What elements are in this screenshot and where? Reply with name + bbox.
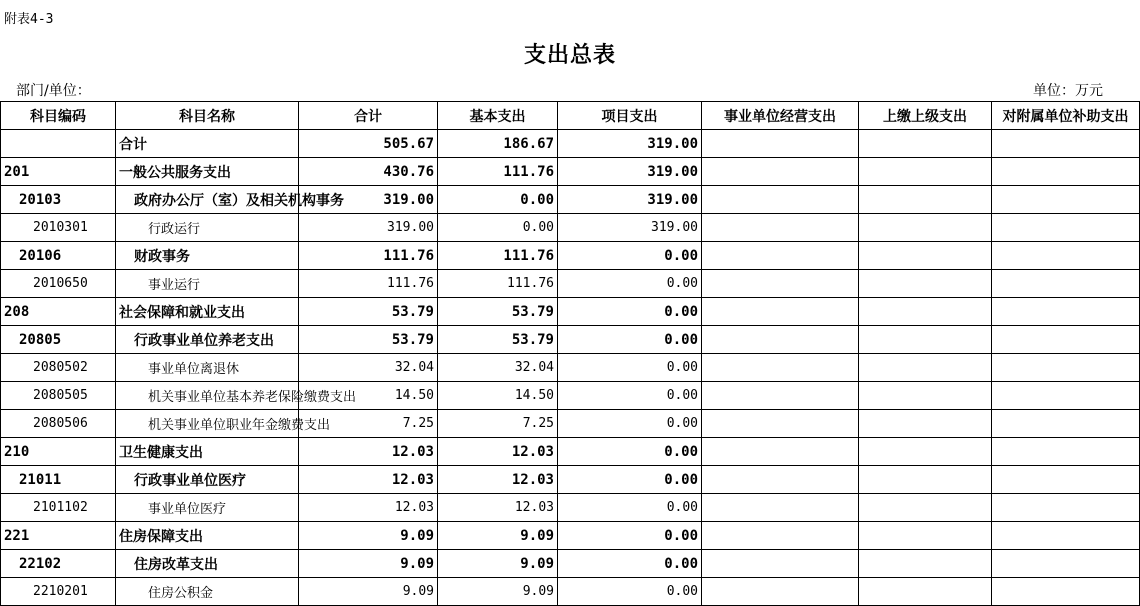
- row-basic: 111.76: [438, 270, 558, 298]
- row-code: 2010301: [1, 214, 116, 242]
- row-remit: [859, 466, 992, 494]
- row-code: 2101102: [1, 494, 116, 522]
- row-code: 2010650: [1, 270, 116, 298]
- row-remit: [859, 578, 992, 606]
- row-code: 22102: [1, 550, 116, 578]
- row-project: 0.00: [558, 578, 702, 606]
- row-code: 2080505: [1, 382, 116, 410]
- row-subsidy: [992, 466, 1140, 494]
- annex-label: 附表4-3: [4, 12, 54, 27]
- row-project: 319.00: [558, 158, 702, 186]
- table-row: [1, 214, 1140, 242]
- table-row: [1, 242, 1140, 270]
- table-row: [1, 578, 1140, 606]
- row-name: 机关事业单位职业年金缴费支出: [116, 410, 299, 438]
- row-project: 0.00: [558, 550, 702, 578]
- row-business: [702, 270, 859, 298]
- row-subsidy: [992, 522, 1140, 550]
- row-code: 2080506: [1, 410, 116, 438]
- row-total: 53.79: [299, 298, 438, 326]
- table-row: [1, 158, 1140, 186]
- row-total: 505.67: [299, 130, 438, 158]
- row-subsidy: [992, 186, 1140, 214]
- row-project: 0.00: [558, 270, 702, 298]
- row-business: [702, 158, 859, 186]
- row-basic: 12.03: [438, 438, 558, 466]
- row-basic: 9.09: [438, 578, 558, 606]
- row-total: 111.76: [299, 242, 438, 270]
- row-business: [702, 578, 859, 606]
- row-business: [702, 438, 859, 466]
- row-subsidy: [992, 326, 1140, 354]
- table-row: [1, 550, 1140, 578]
- row-total: 319.00: [299, 214, 438, 242]
- row-name: 行政事业单位医疗: [116, 466, 299, 494]
- row-subsidy: [992, 354, 1140, 382]
- row-project: 319.00: [558, 186, 702, 214]
- page-title: 支出总表: [523, 42, 616, 68]
- row-total: 111.76: [299, 270, 438, 298]
- row-subsidy: [992, 214, 1140, 242]
- row-basic: 186.67: [438, 130, 558, 158]
- table-row: [1, 186, 1140, 214]
- row-business: [702, 214, 859, 242]
- row-project: 0.00: [558, 326, 702, 354]
- row-remit: [859, 270, 992, 298]
- row-code: 20106: [1, 242, 116, 270]
- header-total: 合计: [299, 102, 438, 130]
- row-project: 0.00: [558, 242, 702, 270]
- row-basic: 12.03: [438, 494, 558, 522]
- table-row: [1, 382, 1140, 410]
- row-subsidy: [992, 578, 1140, 606]
- row-name: 住房公积金: [116, 578, 299, 606]
- row-basic: 53.79: [438, 298, 558, 326]
- table-row: [1, 410, 1140, 438]
- row-project: 0.00: [558, 298, 702, 326]
- row-business: [702, 186, 859, 214]
- row-code: 20805: [1, 326, 116, 354]
- row-remit: [859, 354, 992, 382]
- row-remit: [859, 522, 992, 550]
- row-basic: 9.09: [438, 522, 558, 550]
- row-business: [702, 466, 859, 494]
- row-code: 20103: [1, 186, 116, 214]
- row-name: 社会保障和就业支出: [116, 298, 299, 326]
- row-business: [702, 410, 859, 438]
- expenditure-table: [0, 101, 1140, 606]
- row-code: 201: [1, 158, 116, 186]
- row-code: 221: [1, 522, 116, 550]
- row-subsidy: [992, 242, 1140, 270]
- row-name: 行政事业单位养老支出: [116, 326, 299, 354]
- row-remit: [859, 438, 992, 466]
- row-basic: 53.79: [438, 326, 558, 354]
- row-subsidy: [992, 382, 1140, 410]
- row-name: 事业运行: [116, 270, 299, 298]
- row-basic: 111.76: [438, 242, 558, 270]
- row-remit: [859, 214, 992, 242]
- row-project: 0.00: [558, 410, 702, 438]
- row-business: [702, 242, 859, 270]
- row-total: 12.03: [299, 494, 438, 522]
- row-project: 319.00: [558, 130, 702, 158]
- row-total: 430.76: [299, 158, 438, 186]
- row-business: [702, 298, 859, 326]
- row-name: 住房改革支出: [116, 550, 299, 578]
- table-row: [1, 326, 1140, 354]
- row-subsidy: [992, 130, 1140, 158]
- row-basic: 0.00: [438, 214, 558, 242]
- row-name: 政府办公厅（室）及相关机构事务: [116, 186, 299, 214]
- row-total: 14.50: [299, 382, 438, 410]
- header-code: 科目编码: [1, 102, 116, 130]
- row-basic: 32.04: [438, 354, 558, 382]
- row-subsidy: [992, 298, 1140, 326]
- row-total: 9.09: [299, 550, 438, 578]
- department-label: 部门/单位：: [16, 83, 91, 99]
- row-name: 机关事业单位基本养老保险缴费支出: [116, 382, 299, 410]
- row-code: 2080502: [1, 354, 116, 382]
- row-total: 12.03: [299, 438, 438, 466]
- header-business: 事业单位经营支出: [702, 102, 859, 130]
- row-project: 0.00: [558, 494, 702, 522]
- row-project: 0.00: [558, 438, 702, 466]
- row-name: 合计: [116, 130, 299, 158]
- row-total: 9.09: [299, 522, 438, 550]
- table-row: [1, 130, 1140, 158]
- row-basic: 7.25: [438, 410, 558, 438]
- row-code: 2210201: [1, 578, 116, 606]
- row-code: 210: [1, 438, 116, 466]
- header-subsidy: 对附属单位补助支出: [992, 102, 1140, 130]
- row-business: [702, 354, 859, 382]
- row-business: [702, 494, 859, 522]
- row-remit: [859, 550, 992, 578]
- row-remit: [859, 158, 992, 186]
- row-code: 21011: [1, 466, 116, 494]
- row-basic: 12.03: [438, 466, 558, 494]
- table-row: [1, 354, 1140, 382]
- row-basic: 111.76: [438, 158, 558, 186]
- row-subsidy: [992, 270, 1140, 298]
- header-project: 项目支出: [558, 102, 702, 130]
- row-total: 319.00: [299, 186, 438, 214]
- row-total: 32.04: [299, 354, 438, 382]
- row-remit: [859, 130, 992, 158]
- row-project: 0.00: [558, 354, 702, 382]
- row-remit: [859, 326, 992, 354]
- row-name: 事业单位医疗: [116, 494, 299, 522]
- row-name: 住房保障支出: [116, 522, 299, 550]
- unit-label: 单位：万元: [1033, 83, 1103, 99]
- table-row: [1, 494, 1140, 522]
- row-remit: [859, 242, 992, 270]
- row-remit: [859, 410, 992, 438]
- row-basic: 9.09: [438, 550, 558, 578]
- row-name: 事业单位离退休: [116, 354, 299, 382]
- row-business: [702, 522, 859, 550]
- header-row: [1, 102, 1140, 130]
- row-subsidy: [992, 494, 1140, 522]
- row-total: 12.03: [299, 466, 438, 494]
- row-business: [702, 326, 859, 354]
- row-name: 行政运行: [116, 214, 299, 242]
- row-code: [1, 130, 116, 158]
- row-project: 0.00: [558, 466, 702, 494]
- row-remit: [859, 494, 992, 522]
- table-row: [1, 438, 1140, 466]
- table-row: [1, 522, 1140, 550]
- header-basic: 基本支出: [438, 102, 558, 130]
- table-row: [1, 298, 1140, 326]
- row-total: 7.25: [299, 410, 438, 438]
- row-remit: [859, 298, 992, 326]
- table-row: [1, 466, 1140, 494]
- row-business: [702, 550, 859, 578]
- row-subsidy: [992, 550, 1140, 578]
- row-subsidy: [992, 158, 1140, 186]
- row-remit: [859, 186, 992, 214]
- row-subsidy: [992, 410, 1140, 438]
- header-remit: 上缴上级支出: [859, 102, 992, 130]
- row-total: 53.79: [299, 326, 438, 354]
- row-business: [702, 382, 859, 410]
- row-project: 319.00: [558, 214, 702, 242]
- header-name: 科目名称: [116, 102, 299, 130]
- row-name: 财政事务: [116, 242, 299, 270]
- row-business: [702, 130, 859, 158]
- row-project: 0.00: [558, 522, 702, 550]
- row-name: 一般公共服务支出: [116, 158, 299, 186]
- row-remit: [859, 382, 992, 410]
- row-project: 0.00: [558, 382, 702, 410]
- row-basic: 14.50: [438, 382, 558, 410]
- row-subsidy: [992, 438, 1140, 466]
- row-code: 208: [1, 298, 116, 326]
- table-row: [1, 270, 1140, 298]
- row-name: 卫生健康支出: [116, 438, 299, 466]
- row-total: 9.09: [299, 578, 438, 606]
- row-basic: 0.00: [438, 186, 558, 214]
